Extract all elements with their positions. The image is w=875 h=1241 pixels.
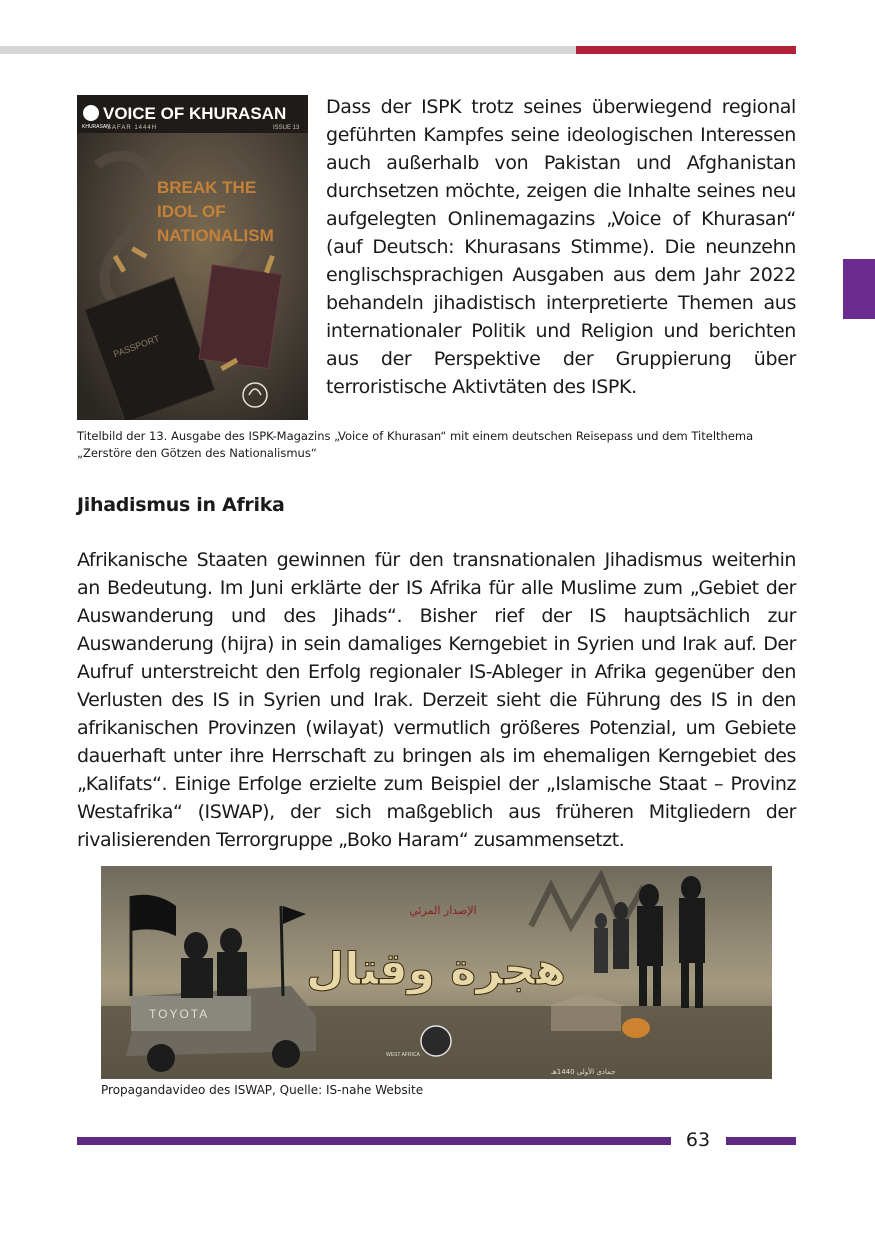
video-image-caption: Propagandavideo des ISWAP, Quelle: IS-nahe Website [101,1083,424,1097]
section-heading: Jihadismus in Afrika [77,494,285,516]
photo-logo-icon [421,1026,451,1056]
top-rule-red [576,46,796,54]
cover-headline-1: BREAK THE [157,178,257,197]
cover-logo-icon [83,105,99,121]
photo-arabic-title: هجرة وقتال [306,944,566,995]
propaganda-video-image [101,866,772,1079]
body-paragraph: Afrikanische Staaten gewinnen für den transnationalen Jihadismus weiterhin an Bedeutung. Im Juni erklärte der IS Afrika für alle Muslime zum „Gebiet der Auswanderung und des Jihads“. Bisher rief der IS hauptsächlich zur Auswanderung (hijra) in sein damaliges Kerngebiet in Syrien und Irak auf. Der Aufruf unterstreicht den Erfolg regionaler IS-Ableger in Afrika gegenüber den Verlusten des IS in Syrien und Irak. Derzeit sieht die Führung des IS in den afrikanischen Provinzen (wilayat) vermutlich größeres Potenzial, um Gebiete dauerhaft unter ihre Herrschaft zu bringen als im ehemaligen Kerngebiet des „Kalifats“. Einige Erfolge erzielte zum Beispiel der „Islamische Staat – Provinz Westafrika“ (ISWAP), der sich maßgeblich aus früheren Mitgliedern der rivalisierenden Terrorgruppe „Boko Haram“ zusammensetzt. [77,549,796,851]
cover-issue: ISSUE 13 [273,125,300,131]
intro-paragraph: Dass der ISPK trotz seines überwiegend regional geführten Kampfes seine ideologischen Interessen auch außerhalb von Pakistan und Afghanistan durchsetzen möchte, zeigen die Inhalte seines neu aufgelegten Onlinemagazins „Voice of Khurasan“ (auf Deutsch: Khurasans Stimme). Die neunzehn englischsprachigen Ausgaben aus dem Jahr 2022 behandeln jihadistisch interpretierte Themen aus internationaler Politik und Religion und berichten aus der Perspektive der Gruppierung über terroristische Aktivtäten des ISPK. [326,96,796,398]
cover-image-caption: Titelbild der 13. Ausgabe des ISPK-Magazins „Voice of Khurasan“ mit einem deutschen Reisepass und dem Titelthema „Zerstöre den Götzen des Nationalismus“ [77,429,754,460]
page-number: 63 [685,1129,711,1151]
cover-date: SAFAR 1444H [107,125,158,131]
truck-text: TOYOTA [149,1007,210,1021]
footer-rule-right [726,1137,796,1145]
photo-arabic-banner: الإصدار المرئي [409,904,477,917]
chapter-side-tab [843,259,875,319]
cover-headline-2: IDOL OF [157,202,226,221]
top-rule-grey [0,46,576,54]
cover-masthead: VOICE OF KHURASAN [103,104,287,123]
magazine-cover-image [77,95,308,420]
cover-logo-small: KHURASAN [82,124,110,130]
cover-headline-3: NATIONALISM [157,226,274,245]
footer-rule-left [77,1137,671,1145]
photo-logo-text: WEST AFRICA [386,1052,420,1058]
cover-passport-word: PASSPORT [111,333,161,360]
photo-date-arabic: جمادى الأولى 1440هـ [551,1068,616,1076]
